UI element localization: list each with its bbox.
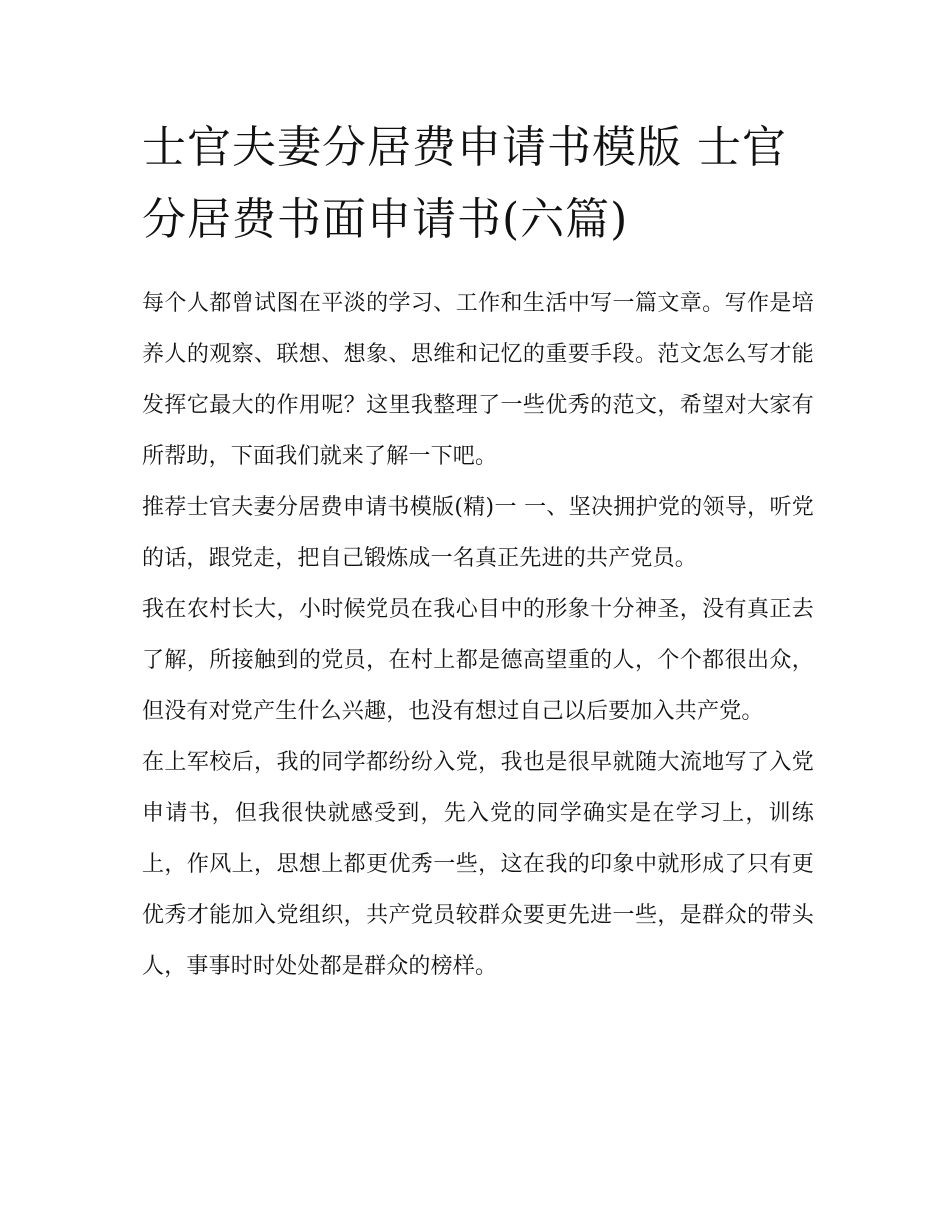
document-title: 士官夫妻分居费申请书模版 士官分居费书面申请书(六篇) — [142, 122, 787, 245]
paragraph-childhood: 我在农村长大，小时候党员在我心目中的形象十分神圣，没有真正去了解，所接触到的党员，在村上都是德高望重的人，个个都很出众，但没有对党产生什么兴趣，也没有想过自己以后要加入共产党。 — [142, 597, 814, 724]
paragraph-intro: 每个人都曾试图在平淡的学习、工作和生活中写一篇文章。写作是培养人的观察、联想、想象、思维和记忆的重要手段。范文怎么写才能发挥它最大的作用呢？这里我整理了一些优秀的范文，希望对大家有所帮助，下面我们就来了解一下吧。 — [142, 291, 814, 469]
paragraph-military-school: 在上军校后，我的同学都纷纷入党，我也是很早就随大流地写了入党申请书，但我很快就感受到，先入党的同学确实是在学习上，训练上，作风上，思想上都更优秀一些，这在我的印象中就形成了只有更优秀才能加入党组织，共产党员较群众要更先进一些，是群众的带头人，事事时时处处都是群众的榜样。 — [142, 750, 814, 979]
paragraph-recommendation: 推荐士官夫妻分居费申请书模版(精)一 一、坚决拥护党的领导，听党的话，跟党走，把自己锻炼成一名真正先进的共产党员。 — [142, 495, 814, 571]
document-body — [142, 278, 814, 992]
